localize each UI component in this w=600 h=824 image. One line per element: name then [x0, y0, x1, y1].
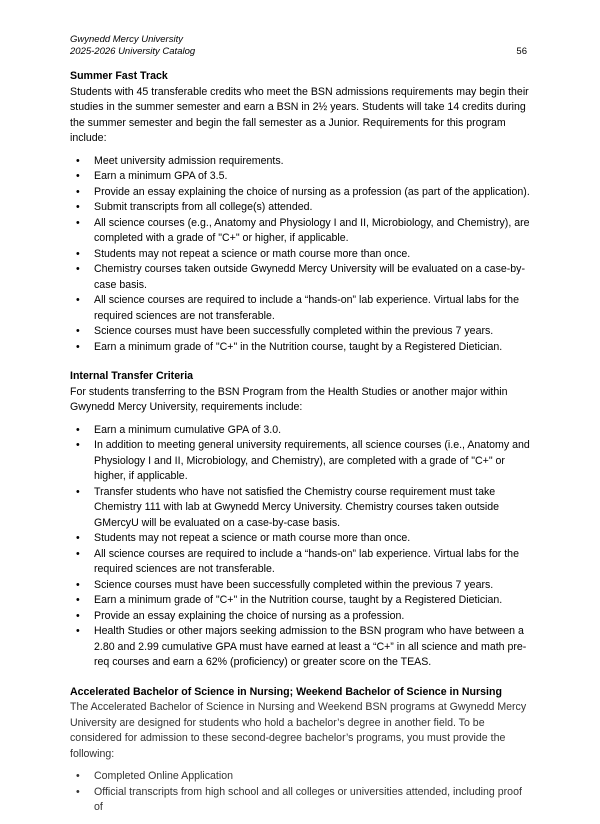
section-intro: Students with 45 transferable credits who meet the BSN admissions requirements may begin their studies in the summer semester and earn a BSN in 2½ years. Students will take 14 credits during the summer semester and begin the fall semester as a Junior. Requirements for this program include: — [70, 85, 529, 144]
institution-name: Gwynedd Mercy University — [70, 34, 183, 45]
section-intro: The Accelerated Bachelor of Science in Nursing and Weekend BSN programs at Gwynedd Mercy University are designed for students who hold a bachelor’s degree in another field. To be considered for admission to these second-degree bachelor’s programs, you must provide the following: — [70, 701, 527, 760]
list-item: • Provide an essay explaining the choice of nursing as a profession (as part of the application). — [70, 185, 532, 201]
section-title: Accelerated Bachelor of Science in Nursing; Weekend Bachelor of Science in Nursing — [70, 685, 502, 698]
list-item: • Earn a minimum grade of "C+" in the Nutrition course, taught by a Registered Dietician. — [70, 340, 532, 356]
requirements-list — [70, 423, 532, 671]
list-item: • Completed Online Application — [70, 769, 532, 785]
page-header — [70, 34, 530, 58]
section-title: Internal Transfer Criteria — [70, 370, 194, 382]
section-summer-fast-track — [70, 69, 532, 355]
list-item: • Meet university admission requirements. — [70, 154, 532, 170]
list-item: • Students may not repeat a science or math course more than once. — [70, 247, 532, 263]
list-item: • Students may not repeat a science or math course more than once. — [70, 531, 532, 547]
list-item: • Science courses must have been successfully completed within the previous 7 years. — [70, 324, 532, 340]
list-item: • All science courses are required to include a “hands-on” lab experience. Virtual labs for the required sciences are not transferable. — [70, 293, 532, 324]
section-title: Summer Fast Track — [70, 70, 168, 82]
list-item: • All science courses are required to include a “hands-on” lab experience. Virtual labs for the required sciences are not transferable. — [70, 547, 532, 578]
list-item: • Science courses must have been successfully completed within the previous 7 years. — [70, 578, 532, 594]
catalog-title: 2025-2026 University Catalog — [70, 46, 196, 57]
section-accelerated-bsn — [70, 685, 532, 816]
list-item: • Earn a minimum grade of "C+" in the Nutrition course, taught by a Registered Dietician. — [70, 593, 532, 609]
list-item: • Transfer students who have not satisfied the Chemistry course requirement must take Chemistry 111 with lab at Gwynedd Mercy University. Chemistry courses taken outside GMercyU will be evaluated on a case-by-case basis. — [70, 485, 532, 532]
page-number: 56 — [516, 46, 527, 57]
page-content — [70, 69, 532, 824]
list-item: • Earn a minimum cumulative GPA of 3.0. — [70, 423, 532, 439]
list-item: • Provide an essay explaining the choice of nursing as a profession. — [70, 609, 532, 625]
section-internal-transfer — [70, 369, 532, 671]
list-item: • Chemistry courses taken outside Gwynedd Mercy University will be evaluated on a case-by-case basis. — [70, 262, 532, 293]
section-intro: For students transferring to the BSN Program from the Health Studies or another major within Gwynedd Mercy University, requirements include: — [70, 385, 508, 413]
list-item: • Earn a minimum GPA of 3.5. — [70, 169, 532, 185]
list-item: • All science courses (e.g., Anatomy and Physiology I and II, Microbiology, and Chemistry), are completed with a grade of "C+" or higher, if applicable. — [70, 216, 532, 247]
list-item: • In addition to meeting general university requirements, all science courses (i.e., Anatomy and Physiology I and II, Microbiology, and Chemistry), are completed with a grade of "C+" or higher, if applicable. — [70, 438, 532, 485]
list-item: • Official transcripts from high school and all colleges or universities attended, including proof of — [70, 785, 532, 816]
requirements-list — [70, 154, 532, 356]
list-item: • Health Studies or other majors seeking admission to the BSN program who have between a 2.80 and 2.99 cumulative GPA must have earned at least a “C+” in all science and math pre-req courses and earn a 62% (proficiency) or greater score on the TEAS. — [70, 624, 532, 671]
list-item: • Submit transcripts from all college(s) attended. — [70, 200, 532, 216]
